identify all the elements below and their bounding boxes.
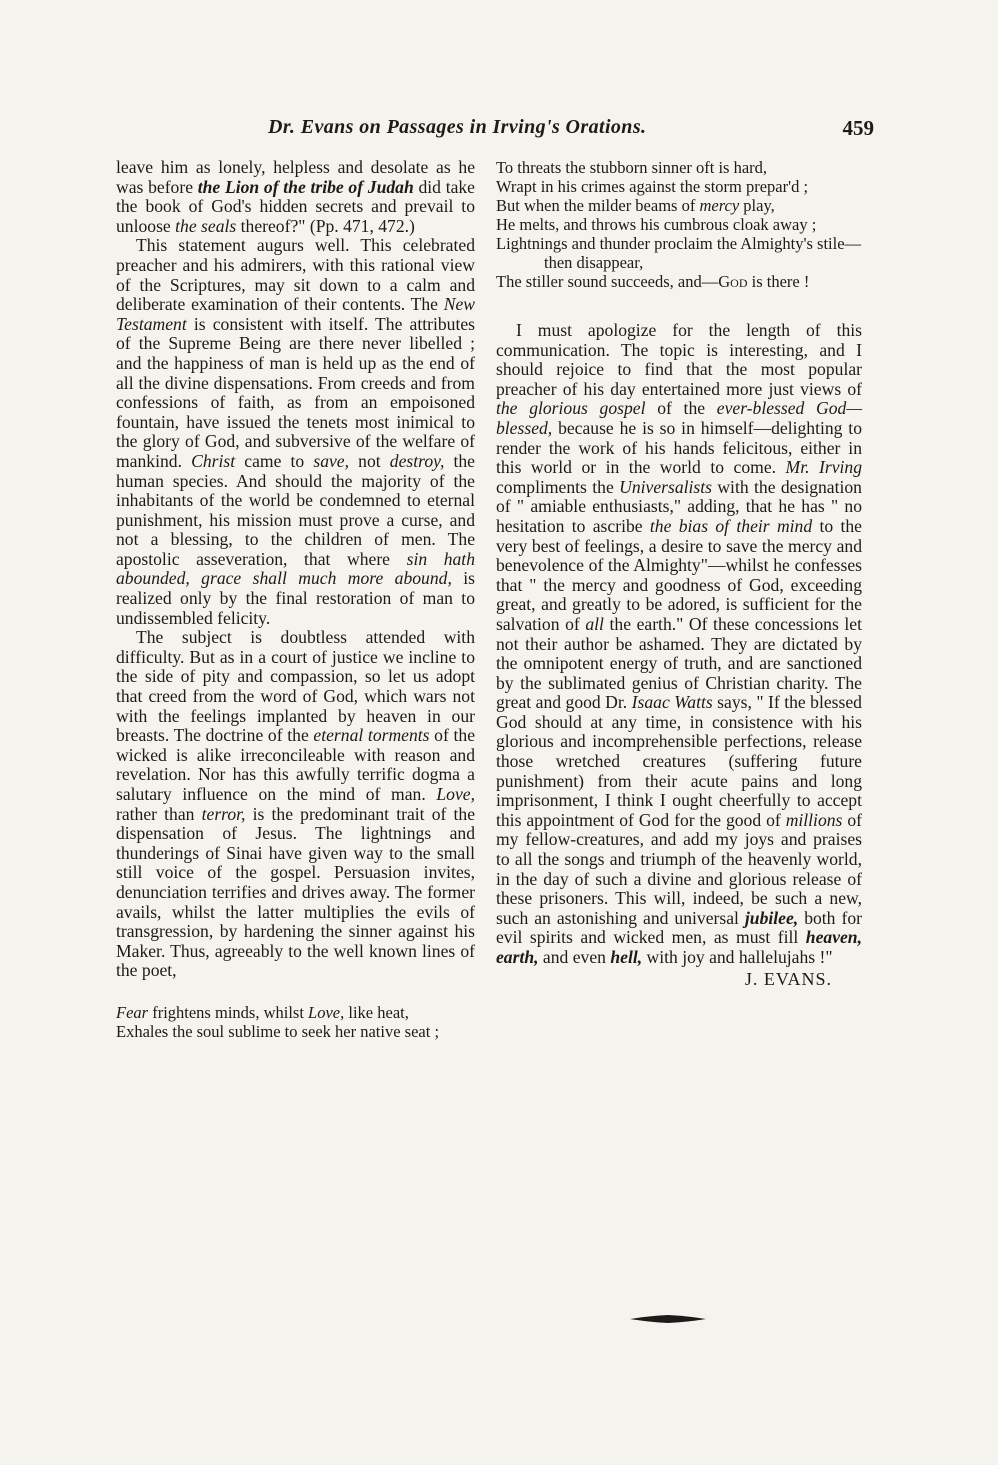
text-segment: thereof?" (Pp. 471, 472.) xyxy=(236,215,415,236)
verse-line xyxy=(496,215,862,234)
text-segment: compliments the xyxy=(496,476,620,497)
paragraph xyxy=(116,628,475,981)
text-segment: Exhales the soul sublime to seek her native seat ; xyxy=(116,1021,440,1041)
text-segment: of the xyxy=(645,398,717,419)
right-paragraphs xyxy=(496,321,862,968)
text-segment: because he is so in himself—delighting to render the work of his hands felicitous, either in this world or in the world to come. xyxy=(496,417,862,478)
text-segment: the bias of their mind xyxy=(649,515,813,536)
text-segment: like heat, xyxy=(344,1002,409,1022)
text-segment: the seals xyxy=(175,215,237,236)
page-number: 459 xyxy=(842,116,874,140)
text-segment: the glorious gospel xyxy=(496,398,646,419)
text-segment: Love, xyxy=(436,784,475,804)
text-segment: is there ! xyxy=(747,272,810,291)
text-segment: millions xyxy=(785,809,843,830)
text-segment: Christ xyxy=(191,450,236,471)
text-segment: not xyxy=(349,450,390,471)
text-segment: rather than xyxy=(116,803,202,824)
left-paragraphs xyxy=(116,158,475,981)
text-segment: with joy and hallelujahs !" xyxy=(642,947,833,967)
text-segment: leave him as lonely, helpless and desolate as he was before xyxy=(116,157,475,197)
left-column xyxy=(116,158,475,1041)
closing-ornament xyxy=(628,1311,708,1327)
text-segment: eternal torments xyxy=(313,725,430,746)
text-segment: Universalists xyxy=(619,476,712,497)
verse-line xyxy=(496,272,862,291)
verse-line xyxy=(496,158,862,177)
text-segment: is realized only by the final restoration of man to undissembled felicity. xyxy=(116,568,475,628)
text-segment: and even xyxy=(538,947,611,967)
text-segment: the earth." Of these concessions let not their author be ashamed. They are dictated by the omnipotent energy of truth, and are sanctioned by the sublimated genius of Christian charity. The great and good Dr. xyxy=(496,613,862,713)
text-segment: I must apologize for the length of this communication. The topic is interesting, and I should rejoice to find that the most popular preacher of his day entertained more just views of xyxy=(496,320,862,399)
text-segment: Fear xyxy=(116,1002,149,1022)
verse-line xyxy=(496,234,862,272)
verse-line xyxy=(496,196,862,215)
text-segment: Love, xyxy=(308,1002,345,1022)
text-segment: Mr. Irving xyxy=(785,457,862,478)
left-verse xyxy=(116,1003,475,1041)
text-segment: is the predominant trait of the dispensation of Jesus. The lightnings and thunderings of Sinai have given way to the small still voice of the gospel. Persuasion invites, denunciation terrifies and drives away. The former avails, whilst the latter multiplies the evils of transgression, by hardening the sinner against his Maker. Thus, agreeably to the well known lines of the poet, xyxy=(116,803,476,981)
paragraph xyxy=(116,236,475,628)
text-segment: came to xyxy=(235,450,314,471)
verse-line xyxy=(116,1003,475,1022)
text-segment: New Testament xyxy=(116,294,475,334)
signature: J. EVANS. xyxy=(744,968,832,989)
text-segment: Lightnings and thunder proclaim the Almighty's stile—then disappear, xyxy=(496,234,862,272)
text-segment: says, " If the blessed God should at any time, in consistence with his glorious and incomprehensible perfections, release those wretched creatures (suffering future punishment) from their acute pains and long imprisonment, I think I ought cheerfully to accept this appointment of God for the good of xyxy=(496,692,862,830)
paragraph xyxy=(116,158,475,236)
text-segment: heaven, earth, xyxy=(496,927,862,967)
text-segment: all xyxy=(585,613,604,634)
text-segment: play, xyxy=(739,196,775,215)
text-segment: The subject is doubtless attended with difficulty. But as in a court of justice we incline to the side of pity and compassion, so let us adopt that creed from the word of God, which wars not with the feelings implanted by heaven in our breasts. The doctrine of the xyxy=(116,627,475,746)
text-segment: God xyxy=(718,272,748,291)
paragraph xyxy=(496,321,862,968)
text-segment: the human species. And should the majority of the inhabitants of the world be condemned to eternal punishment, his mission must prove a curse, and not a blessing, to the children of men. The apostolic asseveration, that where xyxy=(116,450,475,569)
verse-line xyxy=(496,177,862,196)
text-segment: frightens minds, whilst xyxy=(148,1002,309,1022)
running-title: Dr. Evans on Passages in Irving's Orations. xyxy=(268,116,647,138)
text-segment: to the very best of feelings, a desire to save the mercy and benevolence of the Almighty"—whilst he confesses that " the mercy and goodness of God, exceeding great, and greatly to be adored, is sufficient for the salvation of xyxy=(496,515,862,634)
text-segment: jubilee, xyxy=(744,907,799,928)
text-segment: of my fellow-creatures, and add my joys and praises to all the songs and triumph of the heavenly world, in the day of such a divine and glorious release of these prisoners. This will, indeed, be such a new, such an astonishing and universal xyxy=(496,809,862,928)
text-segment: is consistent with itself. The attributes of the Supreme Being are there never libelled ; and the happiness of man is held up as the end of all the divine dispensations. From creeds and from confessions of faith, as from an empoisoned fountain, have issued the tenets most inimical to the glory of God, and subversive of the welfare of mankind. xyxy=(116,313,475,471)
text-segment: terror, xyxy=(201,803,246,824)
running-header xyxy=(268,116,874,146)
text-segment: But when the milder beams of xyxy=(496,196,700,215)
text-segment: with the designation of " amiable enthusiasts," adding, that he has " no hesitation to ascribe xyxy=(496,476,862,536)
text-segment: of the wicked is alike irreconcileable with reason and revelation. Nor has this awfully terrific dogma a salutary influence on the mind of man. xyxy=(116,725,476,804)
text-segment: ever-blessed God—blessed, xyxy=(496,398,862,438)
text-segment: The stiller sound succeeds, and— xyxy=(496,272,719,291)
text-segment: mercy xyxy=(699,196,740,215)
text-segment: sin hath abounded, grace shall much more abound, xyxy=(116,548,475,589)
text-segment: Wrapt in his crimes against the storm prepar'd ; xyxy=(496,177,809,196)
text-segment: hell, xyxy=(610,947,643,967)
right-verse xyxy=(496,158,862,291)
text-segment: both for evil spirits and wicked men, as must fill xyxy=(496,907,862,948)
text-segment: This statement augurs well. This celebrated preacher and his admirers, with this rational view of the Scriptures, may sit down to a calm and deliberate examination of their contents. The xyxy=(116,235,475,315)
text-segment: Isaac Watts xyxy=(631,692,713,713)
text-segment: He melts, and throws his cumbrous cloak away ; xyxy=(496,215,817,234)
text-segment: save, xyxy=(313,450,350,471)
text-segment: destroy, xyxy=(389,450,445,471)
text-segment: did take the book of God's hidden secrets and prevail to unloose xyxy=(116,176,475,236)
text-segment: the Lion of the tribe of Judah xyxy=(197,176,414,197)
verse-line xyxy=(116,1022,475,1041)
text-segment: To threats the stubborn sinner oft is hard, xyxy=(496,158,768,177)
right-column xyxy=(496,158,862,989)
